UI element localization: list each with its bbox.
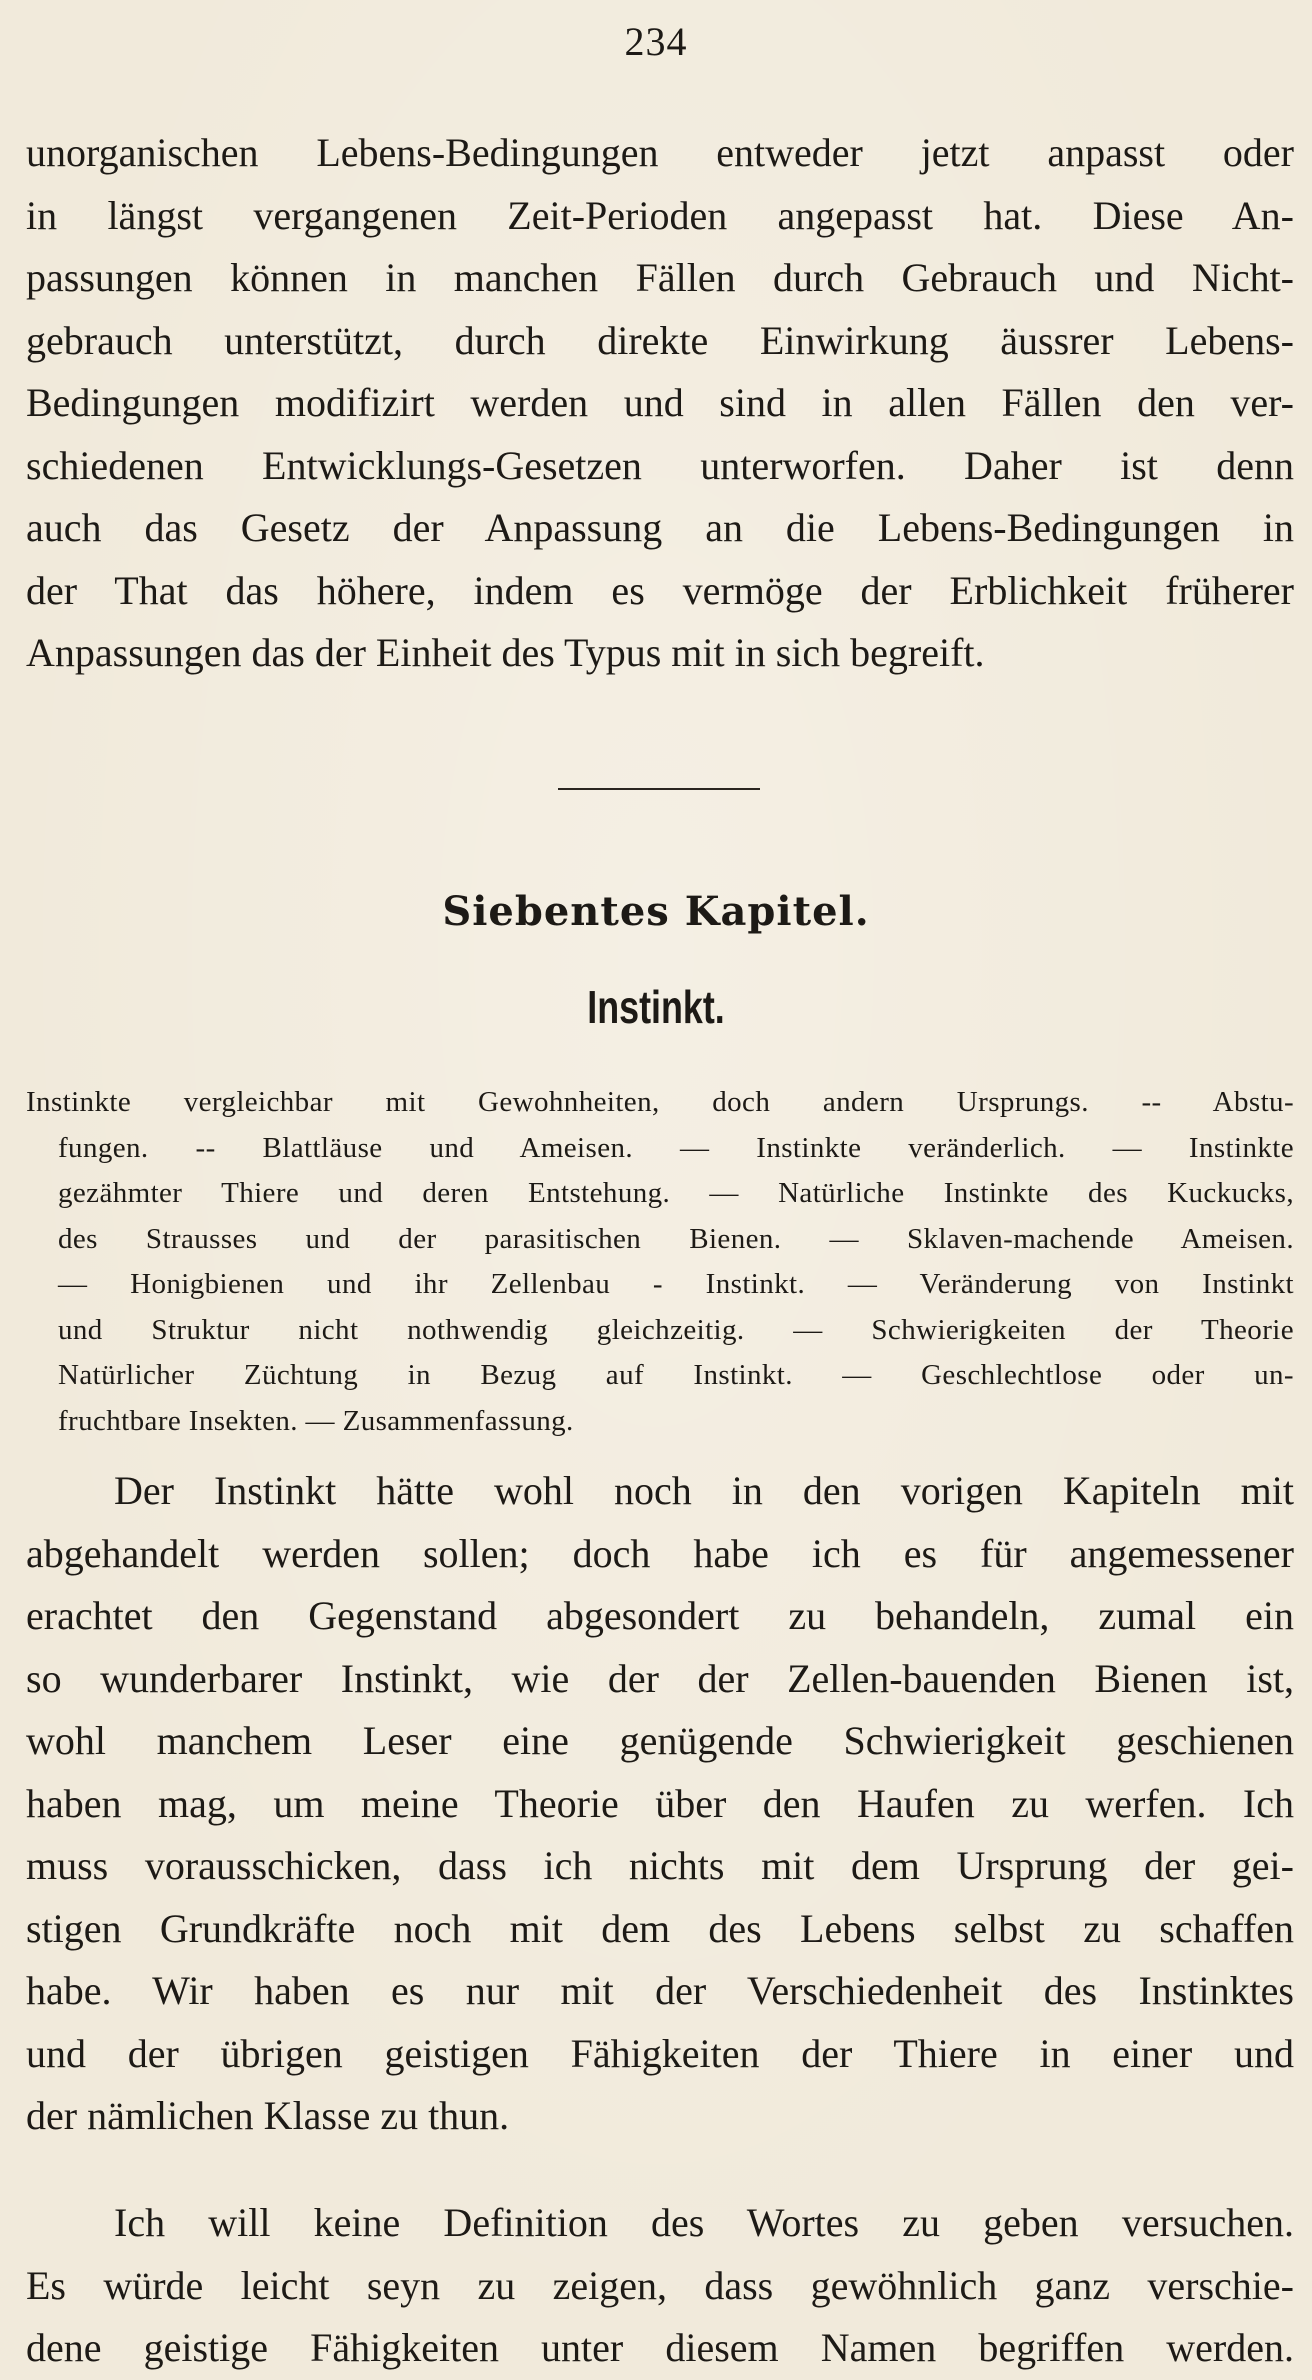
text-line: unorganischen Lebens-Bedingungen entweder jetzt anpasst oder <box>26 130 1294 175</box>
text-line: Anpassungen das der Einheit des Typus mit in sich begreift. <box>26 630 985 675</box>
text-line: in längst vergangenen Zeit-Perioden angepasst hat. Diese An- <box>26 192 1294 238</box>
text-line: Ich will keine Definition des Wortes zu geben versuchen. <box>114 2200 1294 2245</box>
paragraph <box>26 1460 1294 2148</box>
summary-line: des Strausses und der parasitischen Bienen. — Sklaven-machende Ameisen. <box>58 1222 1294 1255</box>
chapter-number: Siebentes Kapitel. <box>442 888 870 935</box>
summary-line: fungen. -- Blattläuse und Ameisen. — Instinkte veränderlich. — Instinkte <box>58 1131 1294 1164</box>
text-line: auch das Gesetz der Anpassung an die Lebens-Bedingungen in <box>26 505 1294 550</box>
text-line: Es würde leicht seyn zu zeigen, dass gewöhnlich ganz verschie- <box>26 2262 1294 2308</box>
text-line: so wunderbarer Instinkt, wie der der Zellen-bauenden Bienen ist, <box>26 1655 1294 1701</box>
chapter-title: Instinkt. <box>587 981 725 1033</box>
summary-line: fruchtbare Insekten. — Zusammenfassung. <box>58 1404 574 1437</box>
summary-line: — Honigbienen und ihr Zellenbau - Instinkt. — Veränderung von Instinkt <box>58 1268 1294 1300</box>
summary-line: gezähmter Thiere und deren Entstehung. — Natürliche Instinkte des Kuckucks, <box>58 1177 1294 1209</box>
paragraph <box>26 2192 1294 2380</box>
summary-line: Instinkte vergleichbar mit Gewohnheiten, doch andern Ursprungs. -- Abstu- <box>26 1086 1294 1118</box>
text-line: erachtet den Gegenstand abgesondert zu behandeln, zumal ein <box>26 1593 1294 1638</box>
text-line: dene geistige Fähigkeiten unter diesem Namen begriffen werden. <box>26 2325 1294 2370</box>
text-line: stigen Grundkräfte noch mit dem des Lebens selbst zu schaffen <box>26 1905 1294 1951</box>
text-line: der That das höhere, indem es vermöge der Erblichkeit früherer <box>26 567 1294 613</box>
text-line: gebrauch unterstützt, durch direkte Einwirkung äussrer Lebens- <box>26 317 1294 363</box>
summary-line: Natürlicher Züchtung in Bezug auf Instinkt. — Geschlechtlose oder un- <box>58 1359 1294 1391</box>
text-line: passungen können in manchen Fällen durch Gebrauch und Nicht- <box>26 255 1294 300</box>
text-line: wohl manchem Leser eine genügende Schwierigkeit geschienen <box>26 1718 1294 1763</box>
summary-line: und Struktur nicht nothwendig gleichzeitig. — Schwierigkeiten der Theorie <box>58 1313 1294 1346</box>
page-number: 234 <box>624 19 688 64</box>
text-line: schiedenen Entwicklungs-Gesetzen unterworfen. Daher ist denn <box>26 442 1294 488</box>
text-line: und der übrigen geistigen Fähigkeiten der Thiere in einer und <box>26 2030 1294 2076</box>
chapter-summary <box>26 1080 1294 1444</box>
text-line: abgehandelt werden sollen; doch habe ich es für angemessener <box>26 1530 1294 1576</box>
text-line: Bedingungen modifizirt werden und sind in allen Fällen den ver- <box>26 380 1294 425</box>
paragraph-continued <box>26 122 1294 685</box>
text-line: Der Instinkt hätte wohl noch in den vorigen Kapiteln mit <box>114 1468 1294 1513</box>
text-line: habe. Wir haben es nur mit der Verschiedenheit des Instinktes <box>26 1968 1294 2013</box>
text-line: der nämlichen Klasse zu thun. <box>26 2093 510 2138</box>
text-line: haben mag, um meine Theorie über den Haufen zu werfen. Ich <box>26 1780 1294 1826</box>
section-divider <box>558 788 760 790</box>
text-line: muss vorausschicken, dass ich nichts mit dem Ursprung der gei- <box>26 1843 1294 1888</box>
